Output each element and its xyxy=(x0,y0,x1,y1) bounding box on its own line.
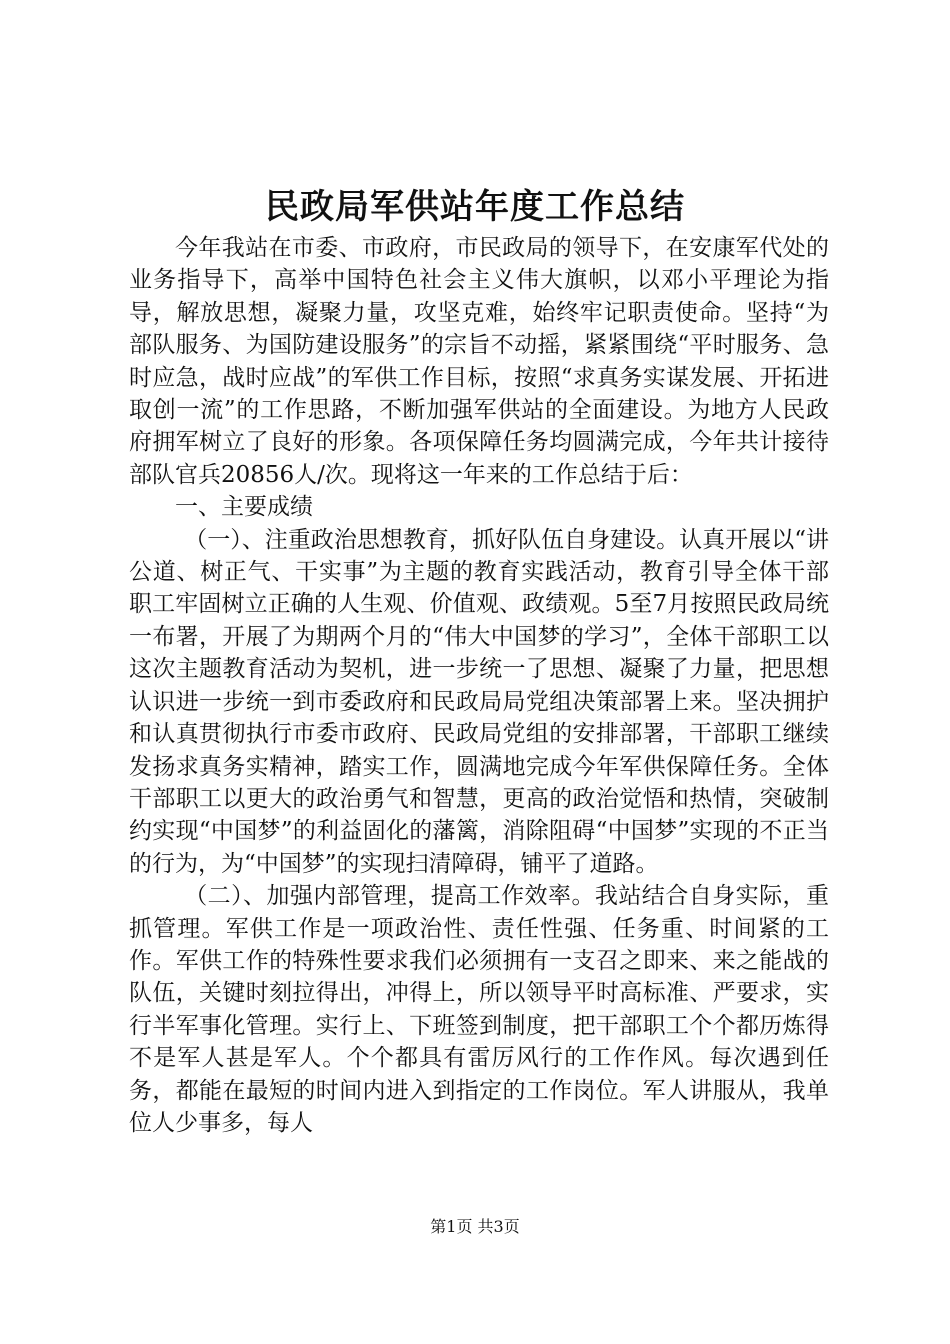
document-title: 民政局军供站年度工作总结 xyxy=(265,187,685,227)
section-heading: 一、主要成绩 xyxy=(175,494,313,521)
subsection-paragraph-1: （一）、注重政治思想教育，抓好队伍自身建设。认真开展以“讲公道、树正气、干实事”为主题的教育实践活动，教育引导全体干部职工牢固树立正确的人生观、价值观、政绩观。5至7月按照民政局统一布署，开展了为期两个月的“伟大中国梦的学习”，全体干部职工以这次主题教育活动为契机，进一步统一了思想、凝聚了力量，把思想认识进一步统一到市委政府和民政局局党组决策部署上来。坚决拥护和认真贯彻执行市委市政府、民政局党组的安排部署，干部职工继续发扬求真务实精神，踏实工作，圆满地完成今年军供保障任务。全体干部职工以更大的政治勇气和智慧，更高的政治觉悟和热情，突破制约实现“中国梦”的利益固化的藩篱，消除阻碍“中国梦”实现的不正当的行为，为“中国梦”的实现扫清障碍，铺平了道路。 xyxy=(129,526,829,877)
document-body xyxy=(129,232,829,1139)
subsection-paragraph-2: （二）、加强内部管理，提高工作效率。我站结合自身实际，重抓管理。军供工作是一项政治性、责任性强、任务重、时间紧的工作。军供工作的特殊性要求我们必须拥有一支召之即来、来之能战的队伍，关键时刻拉得出，冲得上，所以领导平时高标准、严要求，实行半军事化管理。实行上、下班签到制度，把干部职工个个都历炼得不是军人甚是军人。个个都具有雷厉风行的工作作风。每次遇到任务，都能在最短的时间内进入到指定的工作岗位。军人讲服从，我单位人少事多，每人 xyxy=(129,883,829,1136)
intro-paragraph: 今年我站在市委、市政府，市民政局的领导下，在安康军代处的业务指导下，高举中国特色社会主义伟大旗帜，以邓小平理论为指导，解放思想，凝聚力量，攻坚克难，始终牢记职责使命。坚持“为部队服务、为国防建设服务”的宗旨不动摇，紧紧围绕“平时服务、急时应急，战时应战”的军供工作目标，按照“求真务实谋发展、开拓进取创一流”的工作思路，不断加强军供站的全面建设。为地方人民政府拥军树立了良好的形象。各项保障任务均圆满完成，今年共计接待部队官兵20856人/次。现将这一年来的工作总结于后： xyxy=(129,235,829,488)
page-number: 第1页 共3页 xyxy=(430,1217,520,1236)
